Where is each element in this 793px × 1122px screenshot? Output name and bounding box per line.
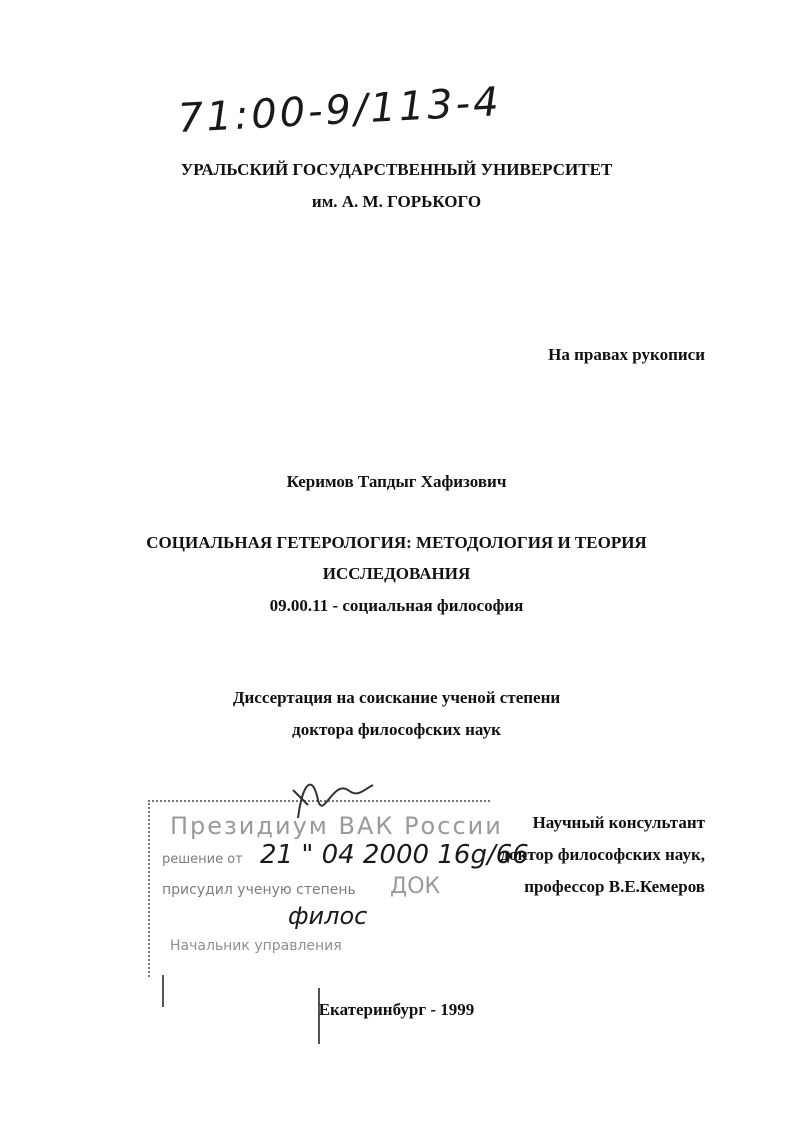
stamp-decision-date: 21 " 04 2000 16g/66	[260, 840, 529, 870]
stamp-head-label: Начальник управления	[170, 938, 342, 954]
specialty-code: 09.00.11 - социальная философия	[269, 596, 524, 615]
university-name: УРАЛЬСКИЙ ГОСУДАРСТВЕННЫЙ УНИВЕРСИТЕТ	[180, 160, 613, 179]
author-name: Керимов Тапдыг Хафизович	[286, 472, 507, 491]
degree-line2: доктора философских наук	[292, 720, 501, 739]
consultant-degree: доктор философских наук,	[500, 845, 705, 864]
stamp-decision-label: решение от	[162, 852, 243, 867]
stamp-awarded-label: присудил ученую степень	[162, 882, 356, 898]
stamp-degree-handwritten: филос	[288, 902, 368, 930]
dissertation-title-line1: СОЦИАЛЬНАЯ ГЕТЕРОЛОГИЯ: МЕТОДОЛОГИЯ И ТЕОРИЯ	[146, 533, 647, 552]
degree-line1: Диссертация на соискание ученой степени	[232, 688, 561, 707]
university-named-after: им. А. М. ГОРЬКОГО	[311, 192, 482, 211]
stamp-awarded-value: ДОК	[390, 874, 441, 899]
consultant-label: Научный консультант	[532, 813, 705, 832]
consultant-name: профессор В.Е.Кемеров	[524, 877, 705, 896]
manuscript-note: На правах рукописи	[548, 345, 705, 364]
dissertation-title-line2: ИССЛЕДОВАНИЯ	[322, 564, 471, 583]
place-year: Екатеринбург - 1999	[318, 1000, 475, 1019]
stamp-title: Президиум ВАК России	[170, 812, 503, 840]
handwritten-inventory-number: 71:00-9/113-4	[176, 79, 503, 142]
signature-scribble	[148, 770, 388, 830]
